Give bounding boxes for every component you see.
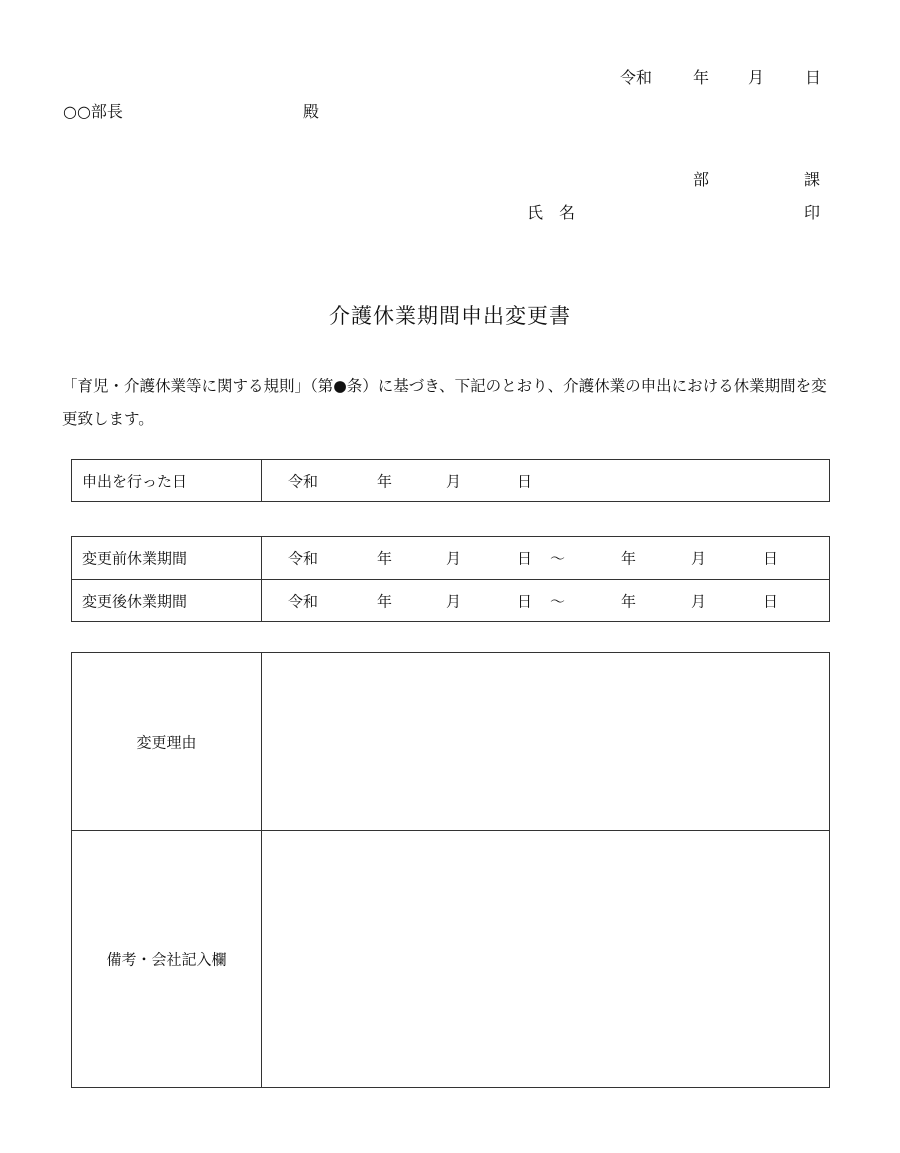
before-start-era: 令和 [288, 549, 319, 568]
body-paragraph: 「育児・介護休業等に関する規則」（第●条）に基づき、下記のとおり、介護休業の申出における休業期間を変更致します。 [62, 377, 827, 428]
applied-date-label-cell [72, 460, 262, 501]
applied-date-row [72, 460, 829, 501]
applied-date-year: 年 [377, 472, 393, 490]
applied-date-label: 申出を行った日 [82, 472, 188, 490]
applied-date-era: 令和 [288, 472, 319, 490]
reason-input-area[interactable] [262, 653, 829, 830]
after-end-month: 月 [691, 592, 707, 610]
remarks-input-area[interactable] [262, 831, 829, 1087]
after-start-era: 令和 [288, 592, 319, 610]
before-end-year: 年 [621, 549, 637, 568]
document-title: 介護休業期間申出変更書 [329, 304, 571, 328]
date-month: 月 [748, 68, 765, 87]
before-start-year: 年 [377, 549, 393, 568]
department-label: 部 [693, 170, 710, 189]
date-day: 日 [805, 68, 822, 87]
after-start-month: 月 [446, 592, 462, 610]
name-label: 氏 名 [527, 203, 576, 222]
honorific: 殿 [303, 102, 320, 121]
after-period-row [72, 579, 829, 621]
before-start-month: 月 [446, 549, 462, 568]
after-period-label: 変更後休業期間 [82, 592, 188, 610]
before-start-day: 日 [517, 549, 533, 568]
reason-remarks-table [71, 652, 830, 1088]
before-period-row [72, 537, 829, 579]
before-end-day: 日 [763, 549, 779, 568]
after-range-tilde: 〜 [550, 592, 566, 610]
leave-period-table [71, 536, 830, 622]
section-label: 課 [804, 170, 821, 189]
remarks-label-cell [72, 831, 262, 1087]
addressee: ○○部長 [63, 102, 123, 121]
after-end-year: 年 [621, 592, 637, 610]
before-end-month: 月 [691, 549, 707, 568]
reason-label-cell [72, 653, 262, 830]
after-period-label-cell [72, 580, 262, 621]
after-end-day: 日 [763, 592, 779, 610]
applied-date-table [71, 459, 830, 502]
remarks-row [72, 830, 829, 1087]
after-start-day: 日 [517, 592, 533, 610]
before-period-label-cell [72, 537, 262, 579]
reason-row [72, 653, 829, 830]
remarks-label: 備考・会社記入欄 [106, 950, 227, 969]
reason-label: 変更理由 [136, 733, 197, 751]
applied-date-month: 月 [446, 472, 462, 490]
date-year: 年 [693, 68, 710, 87]
before-period-label: 変更前休業期間 [82, 549, 188, 568]
applied-date-day: 日 [517, 472, 533, 490]
before-range-tilde: 〜 [550, 549, 566, 568]
after-start-year: 年 [377, 592, 393, 610]
seal-mark: 印 [804, 203, 821, 222]
date-era: 令和 [620, 68, 653, 87]
